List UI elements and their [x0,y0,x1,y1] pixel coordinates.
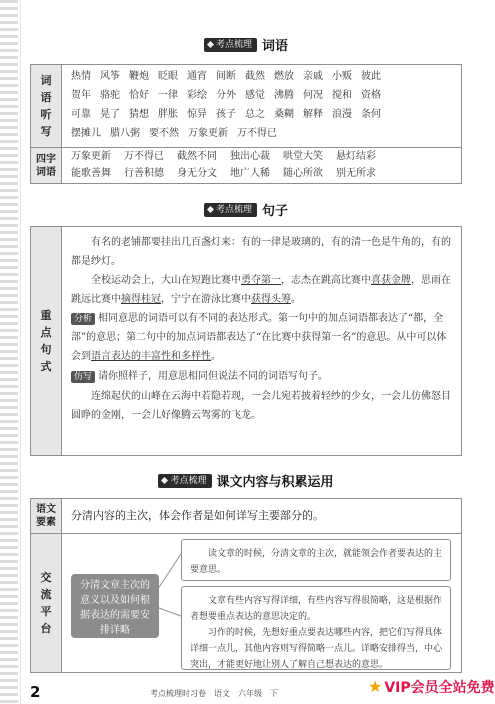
imitate-paragraph: 仿写 请你照样子，用意思相同但说法不同的词语写句子。 [71,367,451,386]
section-tag: 考点梳理 [204,203,257,217]
analysis-tag: 分析 [71,313,95,325]
mindmap-node: 分清文章主次的意义以及如何根据表达的需要安排详略 [71,574,159,638]
language-element-label-cell [31,499,62,533]
footer-info: 考点梳理时习卷 语文 六年级 下 [150,689,278,698]
idiom-label-cell [31,148,62,183]
exchange-label-cell [31,534,62,672]
worksheet-page [30,0,495,704]
section-title: 句子 [262,204,289,219]
section-title: 课文内容与积累运用 [216,475,334,490]
example-sentence-3: 连绵起伏的山峰在云海中若隐若现，一会儿宛若披着轻纱的少女，一会儿仿佛怒目圆睁的金刚，一会儿好像腾云驾雾的飞龙。 [71,391,451,421]
word-row: 摆摊儿 腊八粥 要不然 万象更新 万不得已 [71,128,277,139]
example-sentence-2: 全校运动会上，大山在短跑比赛中勇夺第一，志杰在跳高比赛中喜获金牌，思雨在跳远比赛中摘得桂冠，宁宁在游泳比赛中获得头筹。 [71,275,451,305]
sentences-label: 重点句式 [40,309,52,373]
page-number: 2 [30,683,41,701]
section-header-content [30,470,462,492]
language-element-label: 语文要素 [36,504,56,528]
sentences-box [30,226,462,456]
sentences-label-cell [31,227,62,455]
example-sentence-1: 有名的老铺都要挂出几百盏灯来：有的一律是玻璃的，有的清一色是牛角的，有的都是纱灯。 [71,237,451,267]
note-bubble-2: 文章有些内容写得详细，有些内容写得很简略，这是根据作者想要重点表达的意思决定的。 习作的时候，先想好重点要表达哪些内容，把它们写得具体详细一点儿，其他内容则写得简略一点儿。详略安排得当，中心突出，才能更好地让别人了解自己想表达的意思。 [181,586,451,670]
analysis-paragraph: 分析 相同意思的词语可以有不同的表达形式。第一句中的加点词语都表达了“都，全部”的意思；第二句中的加点词语都表达了“在比赛中获得第一名”的意思。从中可以体会到语言表达的丰富性和多样性。 [71,313,447,362]
language-element-text: 分清内容的主次，体会作者是如何详写主要部分的。 [71,509,324,522]
vocab-dictation-box [30,64,462,148]
note-bubble-1: 读文章的时候，分清文章的主次，就能领会作者要表达的主要意思。 [181,539,451,581]
binding-line [20,0,21,704]
section-tag: 考点梳理 [204,38,257,52]
vocab-label-cell [31,65,62,147]
vocab-label: 词语听写 [40,74,52,138]
idiom-row: 能歌善舞 行善积德 身无分文 地广人稀 随心所欲 别无所求 [71,168,376,179]
binding-spine [0,0,18,704]
section-header-vocab [30,34,462,56]
section-title: 词语 [262,39,289,54]
idiom-row: 万象更新 万不得已 截然不同 独出心裁 哄堂大笑 悬灯结彩 [71,151,376,162]
star-icon: ★ [368,677,383,696]
section-header-sentences [30,199,462,221]
vocab-idioms-box [30,147,462,184]
imitate-tag: 仿写 [71,371,95,383]
section-tag: 考点梳理 [158,474,211,488]
vip-watermark[interactable]: ★ VIP会员全站免费 [368,677,495,696]
exchange-platform-box [30,533,462,673]
idiom-label: 四字词语 [36,153,56,178]
word-row: 贺年 骆驼 恰好 一律 彩绘 分外 感觉 沸腾 何况 搅和 资格 [71,90,381,101]
word-row: 可靠 晃了 猜想 胖胀 惊异 孩子 总之 桑糊 解释 浪漫 条何 [71,109,381,120]
exchange-label: 交流平台 [40,571,52,635]
language-element-box [30,498,462,534]
word-row: 热情 风筝 鞭炮 眨眼 通宵 间断 截然 燃放 亲戚 小贩 彼此 [71,71,381,82]
